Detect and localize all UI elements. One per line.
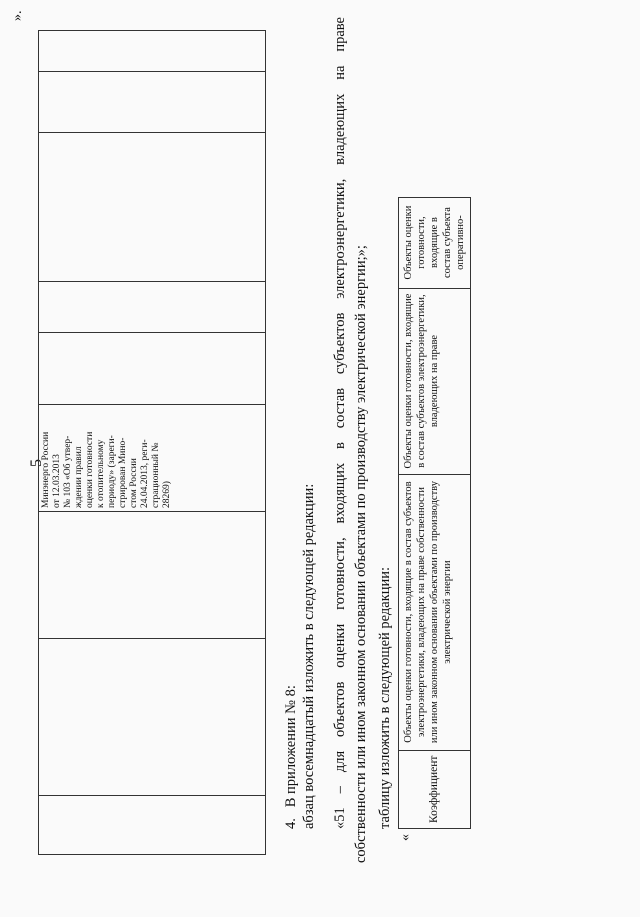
note-line: от 12.03.2013 <box>52 454 62 508</box>
table-cell <box>39 133 266 282</box>
table-cell <box>39 31 266 72</box>
header-objects-owning: Объекты оценки готовности, входящие в состав субъектов электроэнергетики, владеющих на праве собственности или ином законном основании объектами по производству электрической энергии <box>399 474 471 750</box>
closing-quote-mark: ». <box>10 10 25 21</box>
table-cell <box>39 639 266 796</box>
header-objects-owning-partial: Объекты оценки готовности, входящие в состав субъектов электроэнергетики, владеющих на праве <box>399 288 471 474</box>
note-line: стрирован Мино- <box>118 437 128 508</box>
note-line: 28269) <box>162 481 172 508</box>
header-objects-operative: Объекты оценки готовности, входящие в состав субъекта оперативно- <box>399 197 471 288</box>
item-heading <box>282 685 300 829</box>
table-cell-legal-note <box>39 405 266 512</box>
item-number: 4. <box>283 818 299 829</box>
note-line: № 103 «Об утвер- <box>63 435 73 508</box>
table-row <box>39 31 266 855</box>
continuation-table <box>38 30 266 855</box>
note-line: оценки готовности <box>85 431 95 508</box>
note-line: ждении правил <box>74 446 84 508</box>
page-number: 5 <box>28 459 45 467</box>
coefficient-table <box>398 197 471 829</box>
opening-quote-mark: « <box>398 834 413 841</box>
table-cell <box>39 512 266 639</box>
note-line: к отопительному <box>96 439 106 508</box>
table-cell <box>39 333 266 405</box>
table-cell <box>39 282 266 333</box>
note-line: периоду» (зареги- <box>107 435 117 508</box>
header-coefficient: Коэффициент <box>399 750 471 828</box>
note-line: страционный № <box>151 442 161 508</box>
item-title: В приложении № 8: <box>283 685 299 808</box>
table-header-row <box>399 197 471 828</box>
paragraph-table-intro: таблицу изложить в следующей редакции: <box>377 566 393 829</box>
note-line: 24.04.2013, реги- <box>140 439 150 508</box>
quoted-amendment-line-1: «51 – для объектов оценки готовности, входящих в состав субъектов электроэнергетики, владеющих на праве <box>332 17 348 829</box>
quoted-amendment-line-2: собственности или ином законном основании объектами по производству электрической энергии;»; <box>353 245 369 863</box>
paragraph-amend: абзац восемнадцатый изложить в следующей редакции: <box>301 483 317 829</box>
table-cell <box>39 796 266 855</box>
table-cell <box>39 72 266 133</box>
note-line: стом России <box>129 458 139 508</box>
note-line: Минэнерго России <box>41 431 51 508</box>
